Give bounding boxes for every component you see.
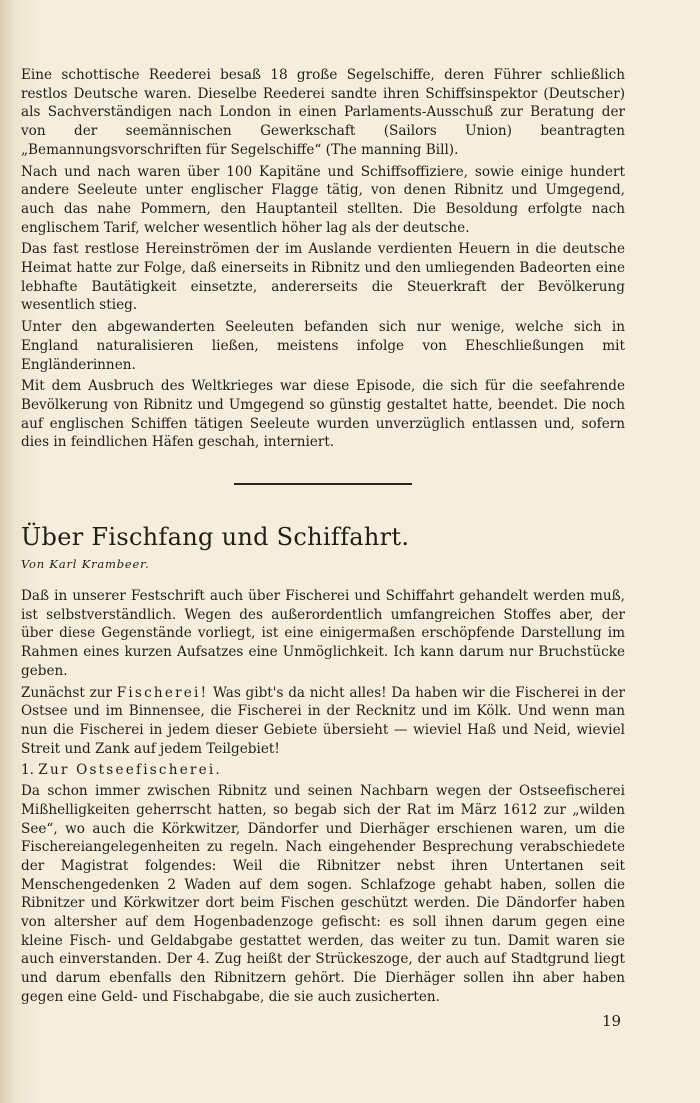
emphasized-word: Fischerei! (116, 684, 209, 701)
subheading (21, 761, 625, 780)
paragraph: Eine schottische Reederei besaß 18 große Segelschiffe, deren Führer schließlich restlos Deutsche waren. Dieselbe Reederei sandte ihren Schiffsinspektor (Deutscher) als Sachverständigen nach London in einen Parlaments-Ausschuß zur Beratung der von der seemännischen Gewerkschaft (Sailors Union) beantragten „Bemannungsvorschriften für Segelschiffe“ (The manning Bill). (21, 67, 625, 158)
paragraph: Unter den abgewanderten Seeleuten befanden sich nur wenige, welche sich in England naturalisieren ließen, meistens infolge von Eheschließungen mit Engländerinnen. (21, 319, 625, 373)
article-byline: Von Karl Krambeer. (21, 557, 150, 572)
paragraph (21, 684, 625, 759)
paragraph: Mit dem Ausbruch des Weltkrieges war diese Episode, die sich für die seefahrende Bevölkerung von Ribnitz und Umgegend so günstig gestaltet hatte, beendet. Die noch auf englischen Schiffen tätigen Seeleute wurden unverzüglich entlassen und, sofern dies in feindlichen Häfen geschah, interniert. (21, 378, 625, 451)
text-run: Zunächst zur (21, 684, 117, 701)
text-column (21, 66, 625, 1010)
paragraph: Da schon immer zwischen Ribnitz und seinen Nachbarn wegen der Ostseefischerei Mißhelligkeiten geherrscht hatten, so begab sich der Rat im März 1612 zur „wilden See“, wo auch die Körkwitzer, Dändorfer und Dierhäger erschienen waren, um die Fischereiangelegenheiten zu regeln. Nach eingehender Besprechung verabschiedete der Magistrat folgendes: Weil die Ribnitzer nebst ihren Untertanen seit Menschengedenken 2 Waden auf dem sogen. Schlafzoge gehabt haben, sollen die Ribnitzer und Körkwitzer dort beim Fischen geschützt werden. Die Dändorfer haben von altersher auf dem Hogenbadenzoge gefischt: es soll ihnen darum gegen eine kleine Fisch- und Geldabgabe gestattet werden, das weiter zu tun. Damit waren sie auch einverstanden. Der 4. Zug heißt der Strückeszoge, der auch auf Stadtgrund liegt und darum ebenfalls den Ribnitzern gehört. Die Dierhäger sollen ihn aber haben gegen eine Geld- und Fischabgabe, die sie auch zusicherten. (21, 783, 625, 1005)
article-title: Über Fischfang und Schiffahrt. (21, 523, 410, 552)
subheading-text: Zur Ostseefischerei. (38, 762, 222, 779)
paragraph: Nach und nach waren über 100 Kapitäne und Schiffsoffiziere, sowie einige hundert andere Seeleute unter englischer Flagge tätig, von denen Ribnitz und Umgegend, auch das nahe Pommern, den Hauptanteil stellten. Die Besoldung erfolgte nach englischem Tarif, welcher wesentlich höher lag als der deutsche. (21, 163, 625, 236)
text-run: Was gibt's da nicht alles! Da haben wir die Fischerei in der Ostsee und im Binnensee, die Fischerei in der Recknitz und im Kölk. Und wenn man nun die Fischerei in jedem dieser Gebiete übersieht — wieviel Haß und Neid, wieviel Streit und Zank auf jedem Teilgebiet! (21, 684, 625, 757)
page-number: 19 (602, 1012, 622, 1030)
subheading-number: 1. (21, 762, 39, 779)
paragraph: Daß in unserer Festschrift auch über Fischerei und Schiffahrt gehandelt werden muß, ist selbstverständlich. Wegen des außerordentlich umfangreichen Stoffes aber, der über diese Gegenstände vorliegt, ist eine einigermaßen erschöpfende Darstellung im Rahmen eines kurzen Aufsatzes eine Unmöglichkeit. Ich kann darum nur Bruchstücke geben. (21, 588, 625, 679)
section-divider (234, 483, 412, 485)
paragraph: Das fast restlose Hereinströmen der im Auslande verdienten Heuern in die deutsche Heimat hatte zur Folge, daß einerseits in Ribnitz und den umliegenden Badeorten eine lebhafte Bautätigkeit einsetzte, andererseits die Steuerkraft der Bevölkerung wesentlich stieg. (21, 241, 625, 314)
